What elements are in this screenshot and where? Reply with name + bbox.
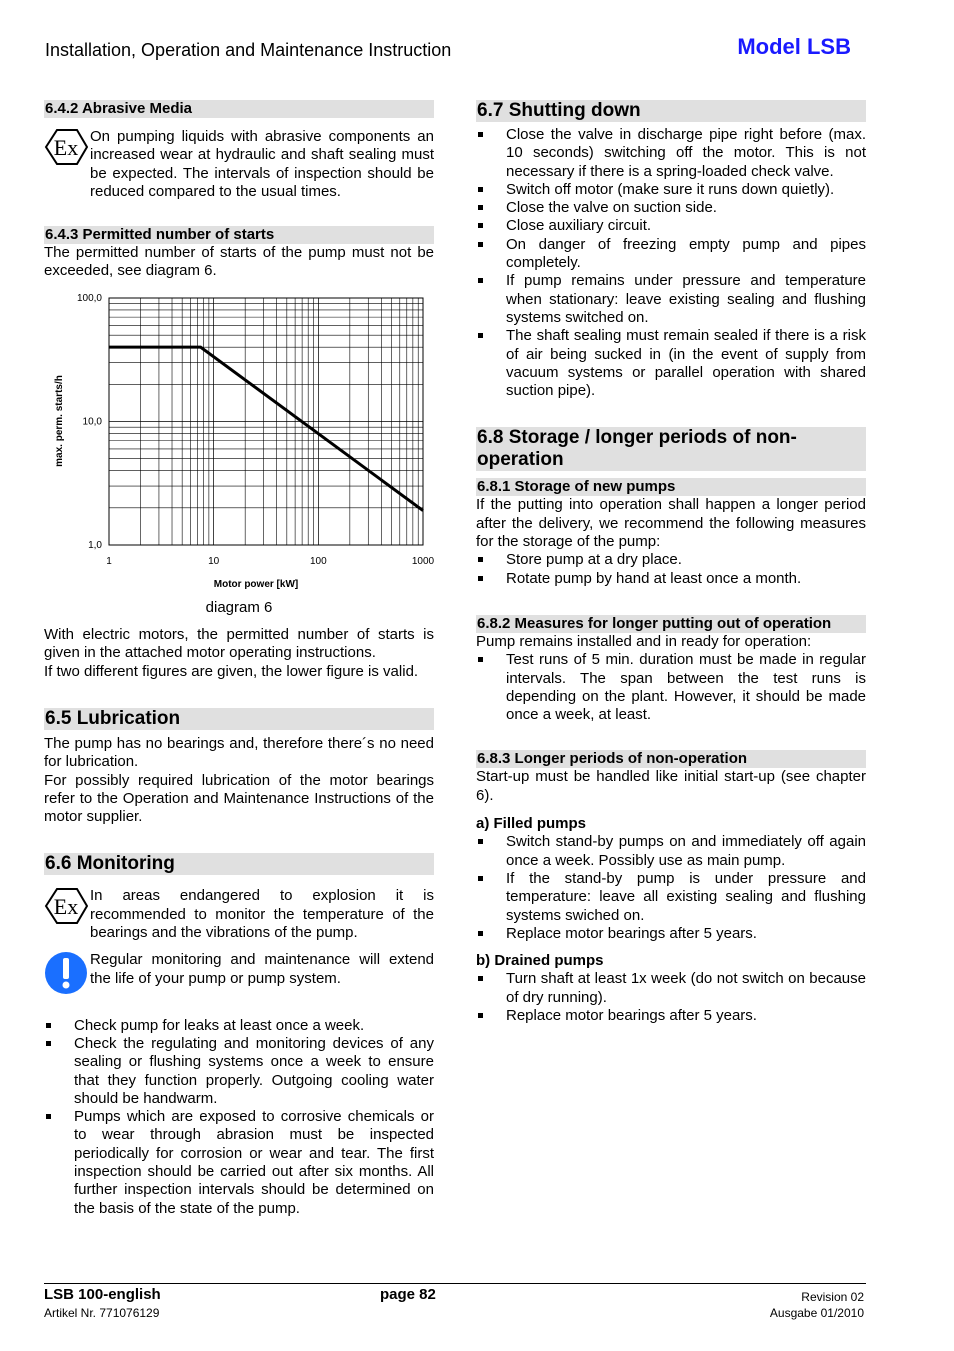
- list-item: Close the valve on suction side.: [476, 199, 866, 217]
- svg-text:Ex: Ex: [53, 135, 79, 160]
- electric-motors-text: With electric motors, the permitted number of starts is given in the attached motor operating instructions.: [44, 626, 434, 662]
- list-item: If pump remains under pressure and temperature when stationary: leave existing sealing and flushing systems switched on.: [476, 272, 866, 327]
- footer-revision: Revision 02: [801, 1290, 864, 1304]
- diagram-caption: diagram 6: [205, 598, 273, 616]
- list-item: Switch off motor (make sure it runs down quietly).: [476, 181, 866, 199]
- x-axis-label: Motor power [kW]: [213, 578, 299, 590]
- footer-edition: Ausgabe 01/2010: [769, 1306, 864, 1320]
- monitoring-warning-block: [44, 951, 434, 1000]
- two-figures-text: If two different figures are given, the lower figure is valid.: [44, 662, 419, 680]
- storage-new-pumps-text: If the putting into operation shall happen a longer period after the delivery, we recommend the following measures for the storage of the pump:: [476, 496, 866, 551]
- abrasive-media-block: [44, 128, 434, 201]
- shutting-down-list: [476, 126, 866, 400]
- y-tick-label: 100,0: [76, 292, 102, 304]
- list-item: Pumps which are exposed to corrosive chemicals or to wear through abrasion must be inspected periodically for corrosion or wear and tear. The first inspection should be carried out after six months. All further inspection intervals should be determined on the basis of the state of the pump.: [44, 1108, 434, 1218]
- model-title: Model LSB: [737, 34, 851, 59]
- footer-divider: [44, 1283, 866, 1284]
- starts-chart-svg: [44, 281, 434, 599]
- x-tick-label: 100: [309, 555, 327, 567]
- drained-pumps-heading: b) Drained pumps: [476, 952, 604, 970]
- list-item: Replace motor bearings after 5 years.: [476, 1007, 866, 1025]
- list-item: Check the regulating and monitoring devices of any sealing or flushing systems once a week to ensure that they function properly. Outgoing cooling water should be handwarm.: [44, 1035, 434, 1108]
- section-heading-6-8-3: 6.8.3 Longer periods of non-operation: [476, 750, 866, 768]
- list-item: Check pump for leaks at least once a week.: [44, 1017, 434, 1035]
- filled-pumps-list: [476, 833, 866, 943]
- list-item: If the stand-by pump is under pressure and temperature: leave all existing sealing and flushing systems swiched on.: [476, 870, 866, 925]
- left-column: [44, 100, 434, 1218]
- section-heading-6-8-2: 6.8.2 Measures for longer putting out of operation: [476, 615, 866, 633]
- section-heading-6-7: 6.7 Shutting down: [476, 100, 866, 122]
- section-heading-6-6: 6.6 Monitoring: [44, 853, 434, 875]
- putting-out-text: Pump remains installed and in ready for operation:: [476, 632, 812, 650]
- list-item: Rotate pump by hand at least once a month.: [476, 570, 866, 588]
- starts-chart: [44, 281, 434, 599]
- footer-article-number: Artikel Nr. 771076129: [44, 1306, 160, 1320]
- y-tick-label: 1,0: [88, 539, 102, 551]
- list-item: Close the valve in discharge pipe right before (max. 10 seconds) switching off the motor. This is not necessary if there is a spring-loaded check valve.: [476, 126, 866, 181]
- ex-explosion-icon: [44, 128, 90, 171]
- section-heading-6-8: 6.8 Storage / longer periods of non-operation: [476, 427, 866, 471]
- list-item: Replace motor bearings after 5 years.: [476, 925, 866, 943]
- ex-explosion-icon: [44, 887, 90, 930]
- list-item: On danger of freezing empty pump and pipes completely.: [476, 236, 866, 273]
- non-operation-text: Start-up must be handled like initial start-up (see chapter 6).: [476, 768, 866, 804]
- x-tick-label: 1000: [411, 555, 434, 567]
- abrasive-media-text: On pumping liquids with abrasive components an increased wear at hydraulic and shaft sealing must be expected. The intervals of inspection should be reduced compared to the usual times.: [90, 128, 434, 200]
- monitoring-ex-block: [44, 887, 434, 942]
- svg-text:Ex: Ex: [53, 894, 79, 920]
- section-heading-6-4-3: 6.4.3 Permitted number of starts: [44, 226, 434, 244]
- section-heading-6-5: 6.5 Lubrication: [44, 708, 434, 730]
- exclamation-warning-icon: [44, 951, 90, 1000]
- starts-intro-text: The permitted number of starts of the pump must not be exceeded, see diagram 6.: [44, 244, 434, 280]
- drained-pumps-list: [476, 970, 866, 1025]
- list-item: Turn shaft at least 1x week (do not switch on because of dry running).: [476, 970, 866, 1007]
- list-item: Test runs of 5 min. duration must be made in regular intervals. The span between the test runs is depending on the plant. However, it should be made once a week, at least.: [476, 651, 866, 724]
- filled-pumps-heading: a) Filled pumps: [476, 815, 587, 833]
- section-heading-6-8-1: 6.8.1 Storage of new pumps: [476, 478, 866, 496]
- lubrication-text-1: The pump has no bearings and, therefore there´s no need for lubrication.: [44, 734, 434, 771]
- y-axis-label: max. perm. starts/h: [54, 374, 65, 467]
- section-heading-6-4-2: 6.4.2 Abrasive Media: [44, 100, 434, 118]
- footer-doc-name: LSB 100-english: [44, 1286, 161, 1303]
- footer-page-number: page 82: [380, 1286, 436, 1303]
- storage-new-pumps-list: [476, 551, 866, 588]
- monitoring-ex-text: In areas endangered to explosion it is recommended to monitor the temperature of the bearings and the vibrations of the pump.: [90, 887, 434, 942]
- list-item: The shaft sealing must remain sealed if there is a risk of air being sucked in (in the event of supply from vacuum systems or parallel operation with shared suction pipe).: [476, 327, 866, 400]
- right-column: [476, 100, 866, 1025]
- list-item: Store pump at a dry place.: [476, 551, 866, 569]
- list-item: Close auxiliary circuit.: [476, 217, 866, 235]
- list-item: Switch stand-by pumps on and immediately off again once a week. Possibly use as main pump.: [476, 833, 866, 870]
- x-tick-label: 1: [106, 555, 112, 567]
- x-tick-label: 10: [208, 555, 220, 567]
- y-tick-label: 10,0: [82, 416, 102, 428]
- monitoring-list: [44, 1017, 434, 1218]
- monitoring-warning-text: Regular monitoring and maintenance will extend the life of your pump or pump system.: [90, 951, 434, 987]
- lubrication-text-2: For possibly required lubrication of the motor bearings refer to the Operation and Maintenance Instructions of the motor supplier.: [44, 771, 434, 826]
- putting-out-list: [476, 651, 866, 724]
- document-title: Installation, Operation and Maintenance Instruction: [45, 40, 452, 60]
